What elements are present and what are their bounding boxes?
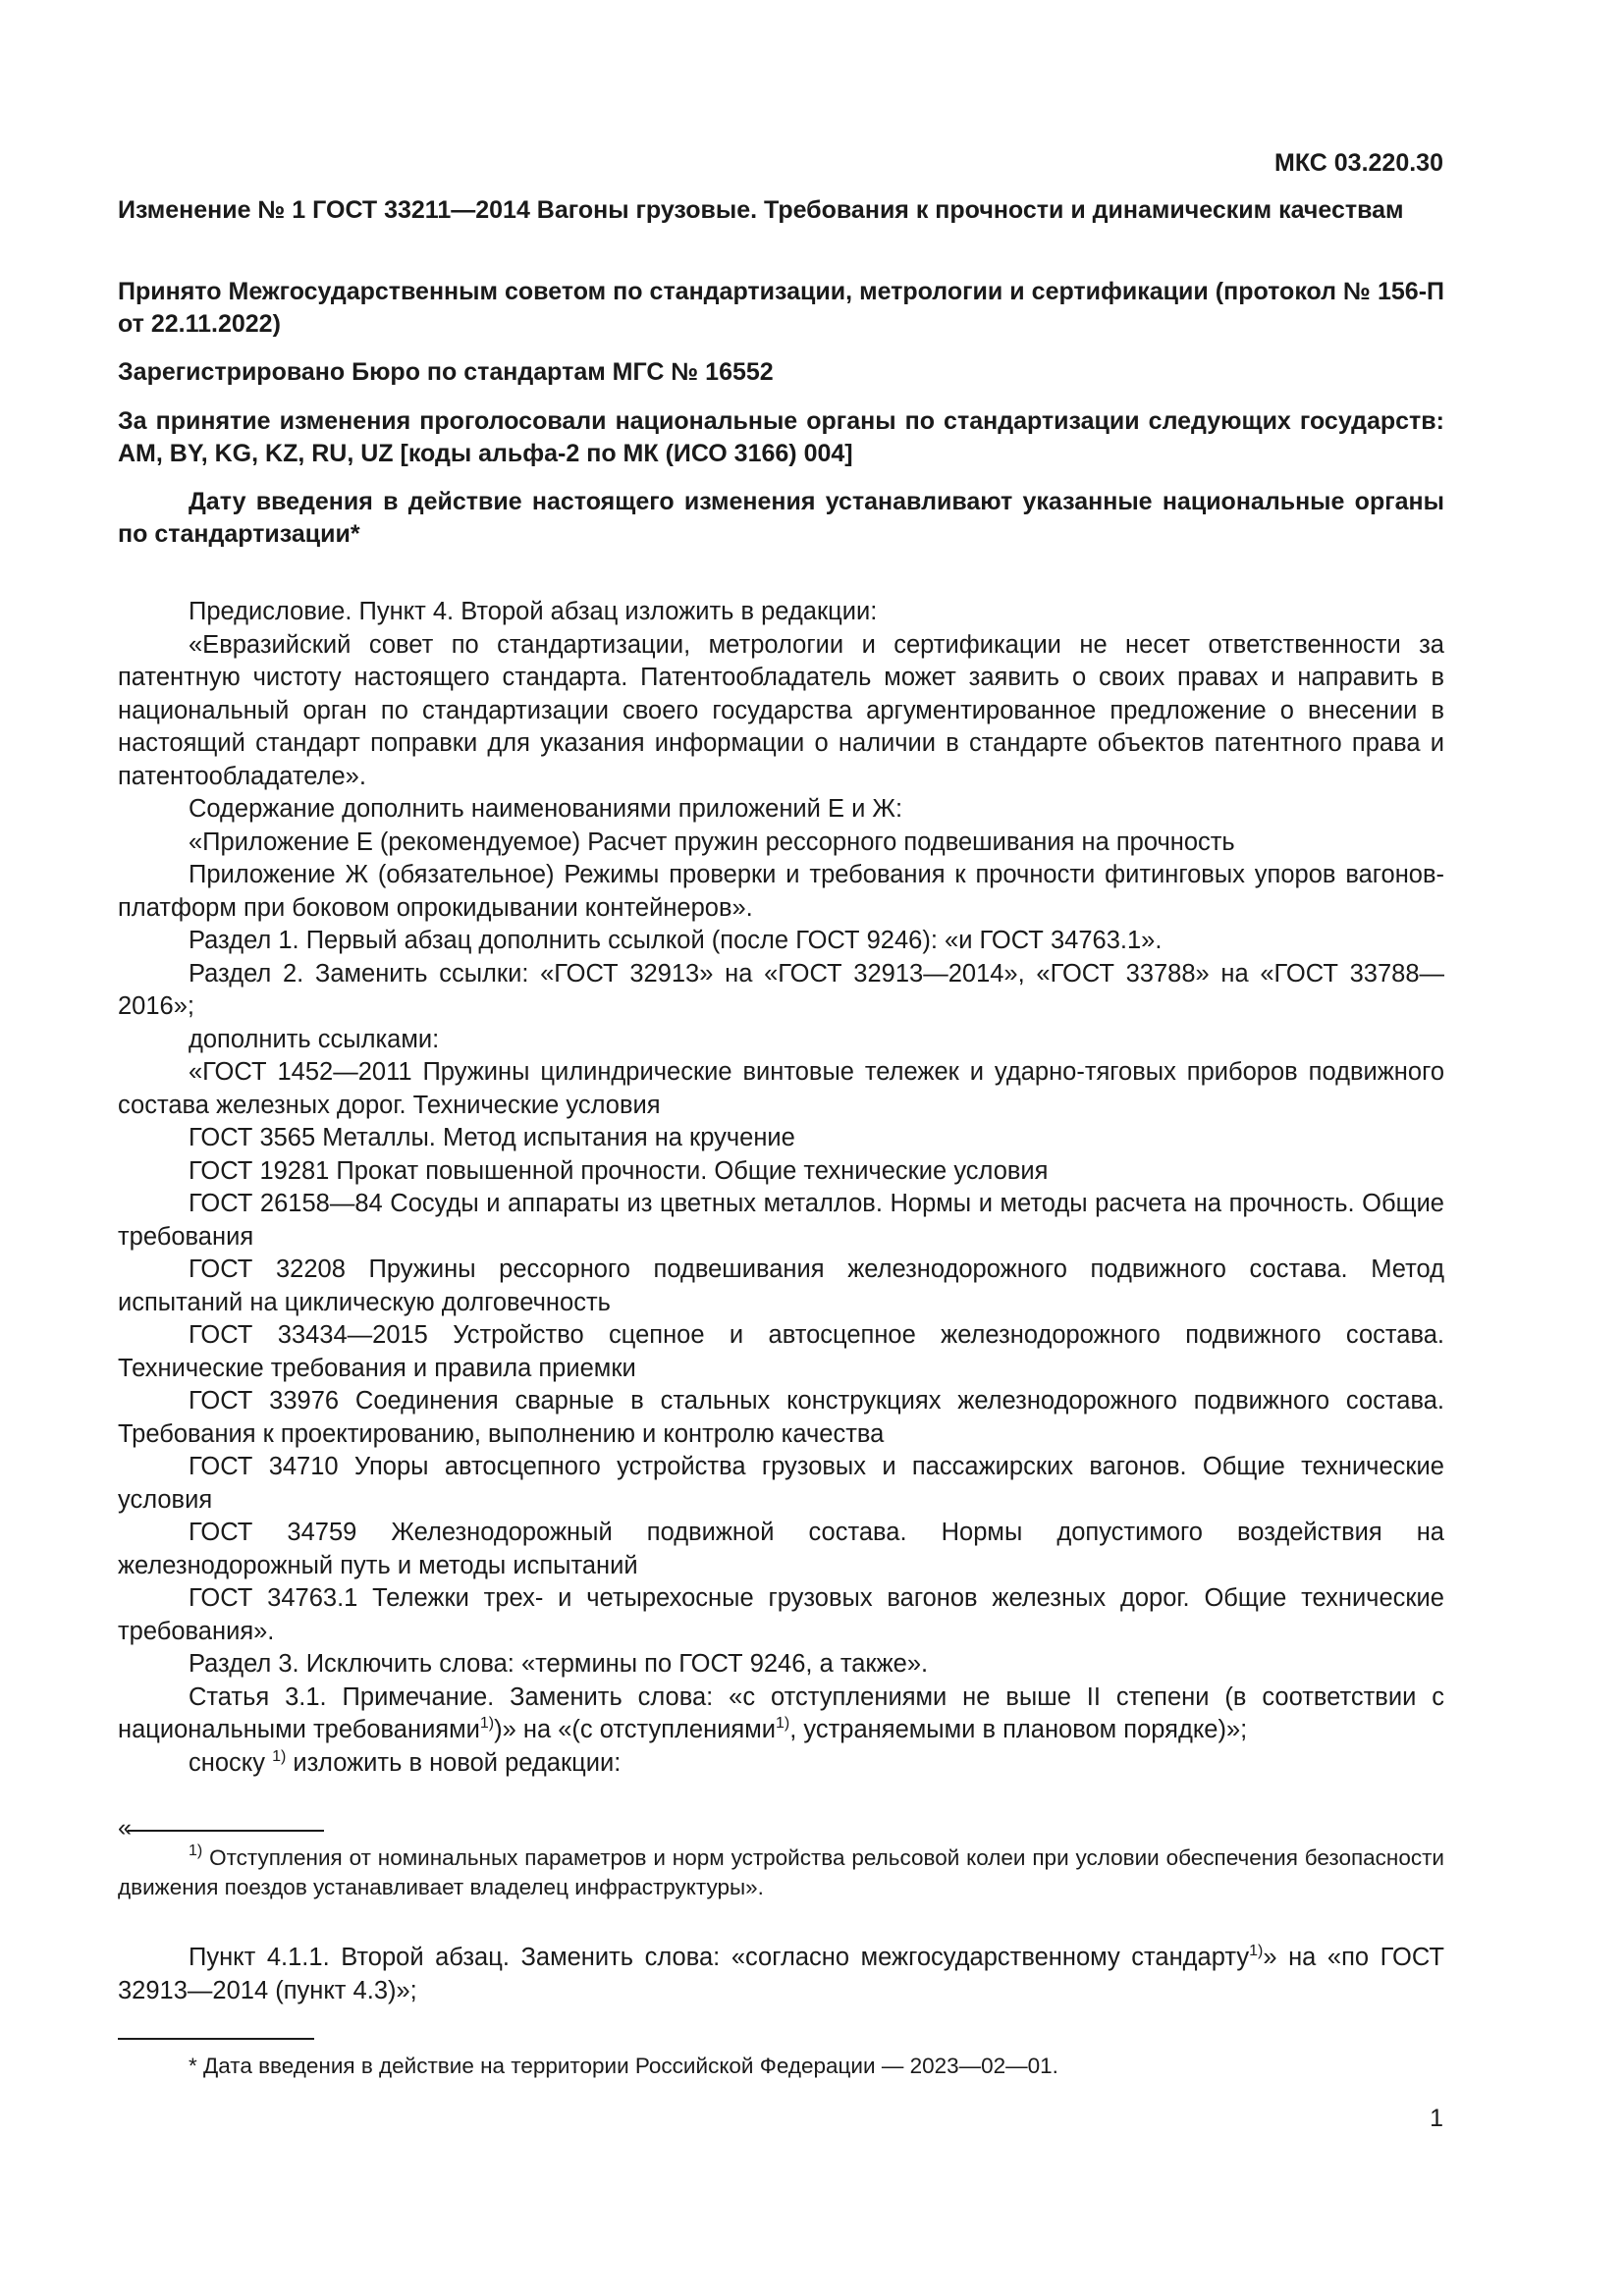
body-paragraph: ГОСТ 34759 Железнодорожный подвижной состава. Нормы допустимого воздействия на железнодорожный путь и методы испытаний xyxy=(118,1519,1444,1579)
body-paragraph: ГОСТ 34763.1 Тележки трех- и четырехосные грузовых вагонов железных дорог. Общие технические требования». xyxy=(118,1584,1444,1645)
voting-statement: За принятие изменения проголосовали национальные органы по стандартизации следующих государств: AM, BY, KG, KZ, RU, UZ [коды альфа-2 по МК (ИСО 3166) 004] xyxy=(118,407,1444,467)
page-footnote: * Дата введения в действие на территории Российской Федерации — 2023—02—01. xyxy=(189,2054,1058,2078)
body-paragraph: «ГОСТ 1452—2011 Пружины цилиндрические винтовые тележек и ударно-тяговых приборов подвижного состава железных дорог. Технические условия xyxy=(118,1058,1444,1119)
body-paragraph-note: Статья 3.1. Примечание. Заменить слова: «с отступлениями не выше II степени (в соответствии с национальными требованиями$^{1)}$)» на «(с отступлениями$^{1)}$, устраняемыми в плановом порядке)»; xyxy=(118,1682,1444,1743)
body-paragraph-footnote-intro: сноску $^{1)}$ изложить в новой редакции: xyxy=(189,1747,622,1777)
body-paragraph: Приложение Ж (обязательное) Режимы проверки и требования к прочности фитинговых упоров вагонов-платформ при боковом опрокидывании контейнеров». xyxy=(118,861,1444,922)
body-paragraph: «Евразийский совет по стандартизации, метрологии и сертификации не несет ответственности за патентную чистоту настоящего стандарта. Патентообладатель может заявить о своих правах и направить в национальный орган по стандартизации своего государства аргументированное предложение о внесении в настоящий стандарт поправки для указания информации о наличии в стандарте объектов патентного права и патентообладателе». xyxy=(118,630,1444,790)
registration-statement: Зарегистрировано Бюро по стандартам МГС № 16552 xyxy=(118,358,774,386)
mks-code: МКС 03.220.30 xyxy=(1274,149,1443,177)
body-paragraph: Предисловие. Пункт 4. Второй абзац изложить в редакции: xyxy=(189,598,878,625)
body-paragraph: ГОСТ 26158—84 Сосуды и аппараты из цветных металлов. Нормы и методы расчета на прочность. Общие требования xyxy=(118,1190,1444,1251)
amendment-body xyxy=(118,596,1444,1780)
body-paragraph: Раздел 3. Исключить слова: «термины по ГОСТ 9246, а также». xyxy=(189,1650,929,1678)
footnote-ref: 1) xyxy=(1249,1943,1264,1959)
body-paragraph: Раздел 1. Первый абзац дополнить ссылкой (после ГОСТ 9246): «и ГОСТ 34763.1». xyxy=(189,927,1163,954)
body-paragraph: ГОСТ 19281 Прокат повышенной прочности. Общие технические условия xyxy=(189,1156,1049,1185)
body-paragraph: «Приложение Е (рекомендуемое) Расчет пружин рессорного подвешивания на прочность xyxy=(189,828,1235,856)
body-paragraph: ГОСТ 33434—2015 Устройство сцепное и автосцепное железнодорожного подвижного состава. Технические требования и правила приемки xyxy=(118,1321,1444,1382)
change-title: Изменение № 1 ГОСТ 33211—2014 Вагоны грузовые. Требования к прочности и динамическим качествам xyxy=(118,196,1404,224)
body-paragraph: ГОСТ 3565 Металлы. Метод испытания на кручение xyxy=(189,1124,795,1151)
adopted-statement: Принято Межгосударственным советом по стандартизации, метрологии и сертификации (протокол № 156-П от 22.11.2022) xyxy=(118,278,1444,338)
inline-footnote-text: $^{1)}$ Отступления от номинальных параметров и норм устройства рельсовой колеи при условии обеспечения безопасности движения поездов устанавливает владелец инфраструктуры». xyxy=(118,1842,1444,1899)
footnote-open-quote: « xyxy=(118,1814,132,1842)
body-paragraph: Содержание дополнить наименованиями приложений Е и Ж: xyxy=(189,795,903,823)
footnote-ref: 1) xyxy=(272,1747,287,1765)
body-paragraph: ГОСТ 32208 Пружины рессорного подвешивания железнодорожного подвижного состава. Метод испытаний на циклическую долговечность xyxy=(118,1255,1444,1316)
page-number: 1 xyxy=(1430,2105,1443,2132)
body-paragraph-4-1-1: Пункт 4.1.1. Второй абзац. Заменить слова: «согласно межгосударственному стандарту$^{1)}$» на «по ГОСТ 32913—2014 (пункт 4.3)»; xyxy=(118,1943,1445,2004)
footnote-ref: 1) xyxy=(479,1715,495,1732)
body-paragraph: дополнить ссылками: xyxy=(189,1025,440,1053)
page-footnote-divider xyxy=(118,2038,314,2040)
footnote-ref: 1) xyxy=(189,1842,203,1859)
body-paragraph: Раздел 2. Заменить ссылки: «ГОСТ 32913» на «ГОСТ 32913—2014», «ГОСТ 33788» на «ГОСТ 33788—2016»; xyxy=(118,959,1444,1020)
effective-date-statement: Дату введения в действие настоящего изменения устанавливают указанные национальные органы по стандартизации* xyxy=(118,488,1444,548)
body-paragraph: ГОСТ 33976 Соединения сварные в стальных конструкциях железнодорожного подвижного состава. Требования к проектированию, выполнению и контролю качества xyxy=(118,1387,1444,1448)
footnote-divider xyxy=(128,1830,324,1832)
footnote-ref: 1) xyxy=(776,1715,790,1732)
body-paragraph: ГОСТ 34710 Упоры автосцепного устройства грузовых и пассажирских вагонов. Общие технические условия xyxy=(118,1453,1444,1514)
